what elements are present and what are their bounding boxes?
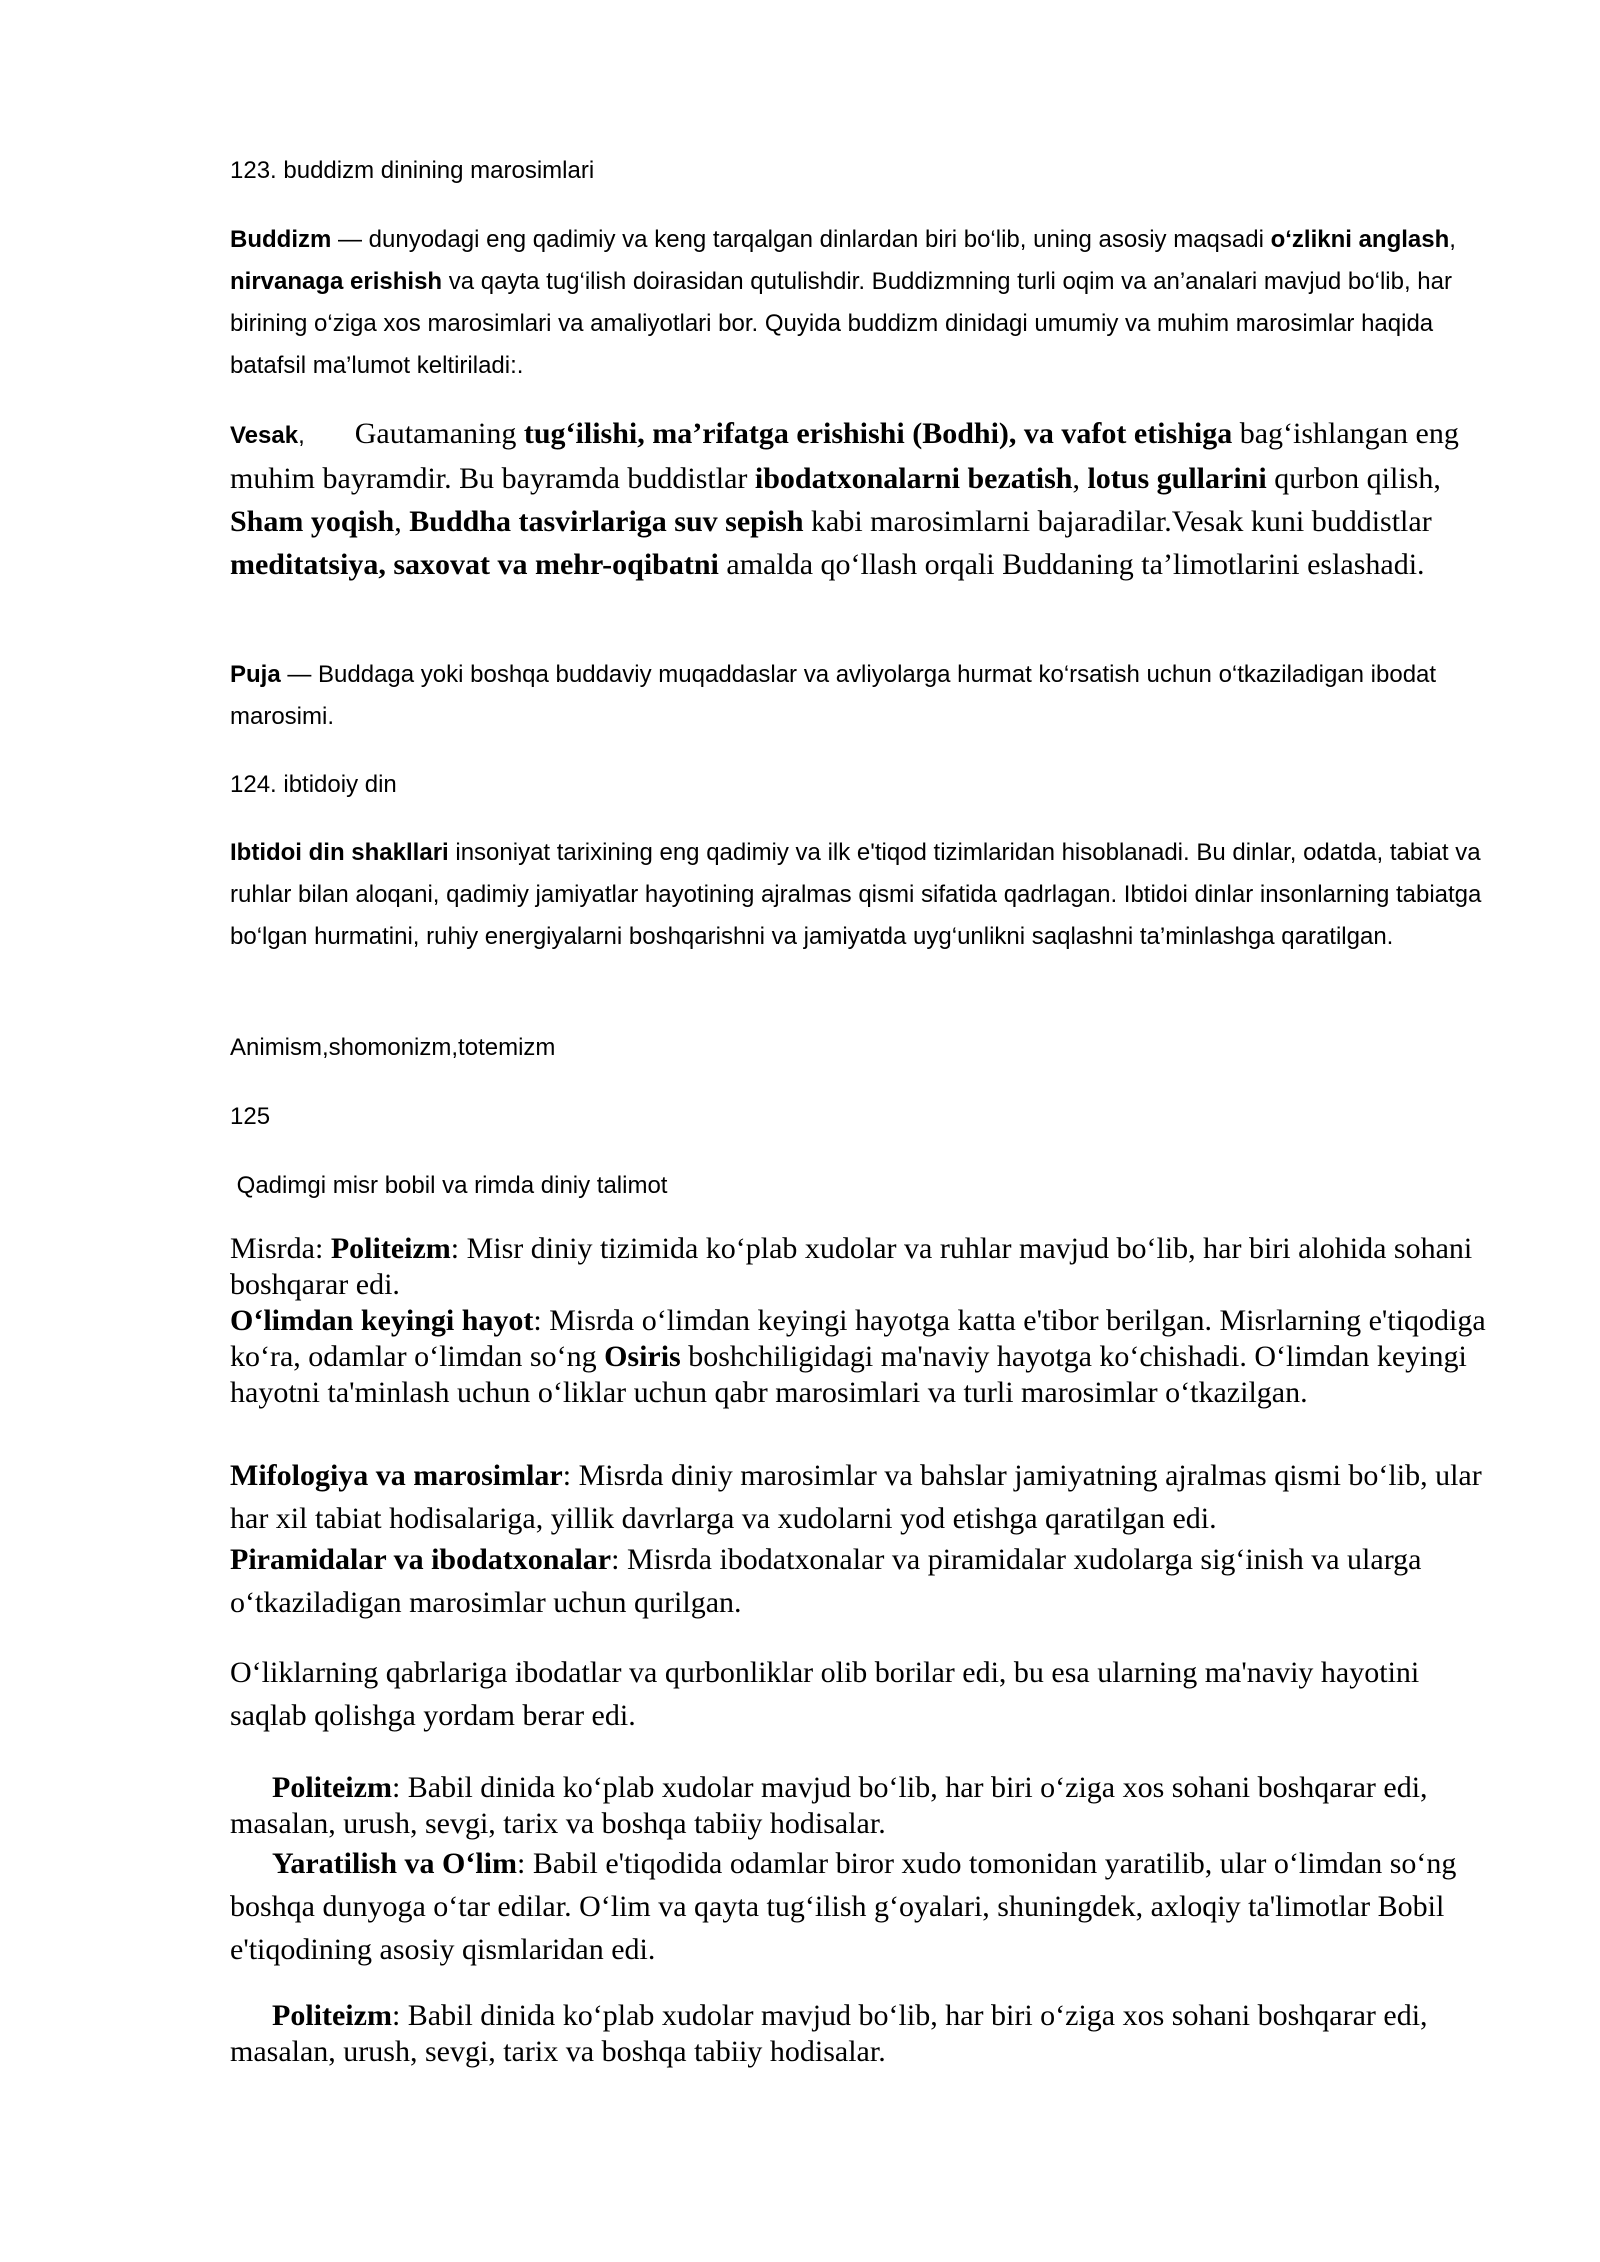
text: boshchiligidagi ma'naviy hayotga ko‘chishadi. O‘limdan keyingi hayotni ta'minlash uchun o‘liklar uchun qabr marosimlari va turli marosimlar o‘tkazilgan.	[230, 1340, 1467, 1409]
text: kabi marosimlarni bajaradilar.Vesak kuni buddistlar	[803, 505, 1432, 538]
paragraph-bobil-politeizm-2	[230, 1998, 1500, 2070]
text: : Babil e'tiqodida odamlar biror xudo tomonidan yaratilib, ular o‘limdan so‘ng boshqa dunyoga o‘tar edilar. O‘lim va qayta tug‘ilish g‘oyalari, shuningdek, axloqiy ta'limotlar Bobil e'tiqodining asosiy qismlaridan edi.	[230, 1847, 1457, 1966]
term: Politeizm	[330, 1232, 451, 1265]
term: Politeizm	[272, 1771, 392, 1804]
term: tug‘ilishi, ma’rifatga erishishi (Bodhi), va vafot etishiga	[523, 417, 1233, 450]
term: Buddha tasvirlariga suv sepish	[409, 505, 804, 538]
term-ibtidoi: Ibtidoi din shakllari	[230, 839, 449, 866]
heading-123: 123. buddizm dinining marosimlari	[230, 157, 595, 184]
text: : Babil dinida ko‘plab xudolar mavjud bo‘lib, har biri o‘ziga xos sohani boshqarar edi, masalan, urush, sevgi, tarix va boshqa tabiiy hodisalar.	[230, 1771, 1428, 1840]
text: bag‘ishlangan eng muhim bayramdir. Bu bayramda buddistlar	[230, 417, 1459, 495]
paragraph-mifologiya	[230, 1454, 1500, 1540]
term: nirvanaga erishish	[230, 268, 443, 295]
text: amalda qo‘llash orqali Buddaning ta’limotlarini eslashadi.	[718, 548, 1425, 581]
text: : Misrda ibodatxonalar va piramidalar xudolarga sig‘inish va ularga o‘tkaziladigan marosimlar uchun qurilgan.	[230, 1543, 1422, 1619]
text: Misrda:	[230, 1232, 331, 1265]
heading-qadimgi: Qadimgi misr bobil va rimda diniy talimot	[230, 1172, 668, 1199]
term: o‘zlikni anglash	[1270, 226, 1450, 253]
paragraph-puja	[230, 654, 1500, 738]
paragraph-buddizm	[230, 219, 1500, 387]
text: : Misrda diniy marosimlar va bahslar jamiyatning ajralmas qismi bo‘lib, ular har xil tabiat hodisalariga, yillik davrlarga va xudolarni yod etishga qaratilgan edi.	[230, 1459, 1482, 1535]
text: : Babil dinida ko‘plab xudolar mavjud bo‘lib, har biri o‘ziga xos sohani boshqarar edi, masalan, urush, sevgi, tarix va boshqa tabiiy hodisalar.	[230, 1999, 1428, 2068]
text: ,	[1072, 462, 1088, 495]
text: va qayta tug‘ilish doirasidan qutulishdir. Buddizmning turli oqim va an’analari mavjud bo‘lib, har birining o‘ziga xos marosimlari va amaliyotlari bor. Quyida buddizm dinidagi umumiy va muhim marosimlar haqida batafsil ma’lumot keltiriladi:.	[230, 268, 1452, 379]
paragraph-oliklar: O‘liklarning qabrlariga ibodatlar va qurbonliklar olib borilar edi, bu esa ularning ma'naviy hayotini saqlab qolishga yordam berar edi.	[230, 1656, 1420, 1732]
text: Gautamaning	[354, 417, 524, 450]
term: O‘limdan keyingi hayot	[230, 1304, 534, 1337]
text: — Buddaga yoki boshqa buddaviy muqaddaslar va avliyolarga hurmat ko‘rsatish uchun o‘tkaziladigan ibodat marosimi.	[230, 661, 1437, 730]
section-misr	[230, 1231, 1500, 1411]
term: lotus gullarini	[1087, 462, 1267, 495]
heading-125: 125	[230, 1103, 271, 1130]
term-buddizm: Buddizm	[230, 226, 332, 253]
text: insoniyat tarixining eng qadimiy va ilk e'tiqod tizimlaridan hisoblanadi. Bu dinlar, odatda, tabiat va ruhlar bilan aloqani, qadimiy jamiyatlar hayotining ajralmas qismi sifatida qadrlagan. Ibtidoi dinlar insonlarning tabiatga bo‘lgan hurmatini, ruhiy energiyalarni boshqarishni va jamiyatda uyg‘unlikni saqlashni ta’minlashga qaratilgan.	[230, 839, 1482, 950]
term: Yaratilish va O‘lim	[272, 1847, 517, 1880]
heading-124: 124. ibtidoiy din	[230, 771, 397, 798]
term-puja: Puja	[230, 661, 281, 688]
term: Piramidalar va ibodatxonalar	[230, 1543, 612, 1576]
term: meditatsiya, saxovat va mehr-oqibatni	[230, 548, 719, 581]
term: Osiris	[604, 1340, 681, 1373]
term: ibodatxonalarni bezatish	[754, 462, 1073, 495]
paragraph-yaratilish	[230, 1842, 1500, 1971]
text: — dunyodagi eng qadimiy va keng tarqalgan dinlardan biri bo‘lib, uning asosiy maqsadi	[331, 226, 1271, 253]
term: Sham yoqish	[230, 505, 395, 538]
text: qurbon qilish,	[1266, 462, 1441, 495]
animism-line: Animism,shomonizm,totemizm	[230, 1034, 556, 1061]
text: : Misrda o‘limdan keyingi hayotga katta e'tibor berilgan. Misrlarning e'tiqodiga ko‘ra, odamlar o‘limdan so‘ng	[230, 1304, 1486, 1373]
paragraph-ibtidoi	[230, 832, 1500, 958]
section-bobil	[230, 1770, 1500, 1842]
paragraph-piramida	[230, 1538, 1500, 1624]
text: ,	[394, 505, 410, 538]
misr-politeizm	[230, 1231, 1500, 1303]
misr-olimdan-keyingi	[230, 1303, 1500, 1411]
bobil-politeizm	[230, 1770, 1500, 1842]
text: ,	[298, 422, 305, 449]
term: Mifologiya va marosimlar	[230, 1459, 563, 1492]
text: : Misr diniy tizimida ko‘plab xudolar va ruhlar mavjud bo‘lib, har biri alohida sohani boshqarar edi.	[230, 1232, 1473, 1301]
term: Politeizm	[272, 1999, 392, 2032]
term-vesak: Vesak	[230, 422, 299, 449]
text: ,	[1449, 226, 1456, 253]
paragraph-vesak	[230, 412, 1500, 586]
